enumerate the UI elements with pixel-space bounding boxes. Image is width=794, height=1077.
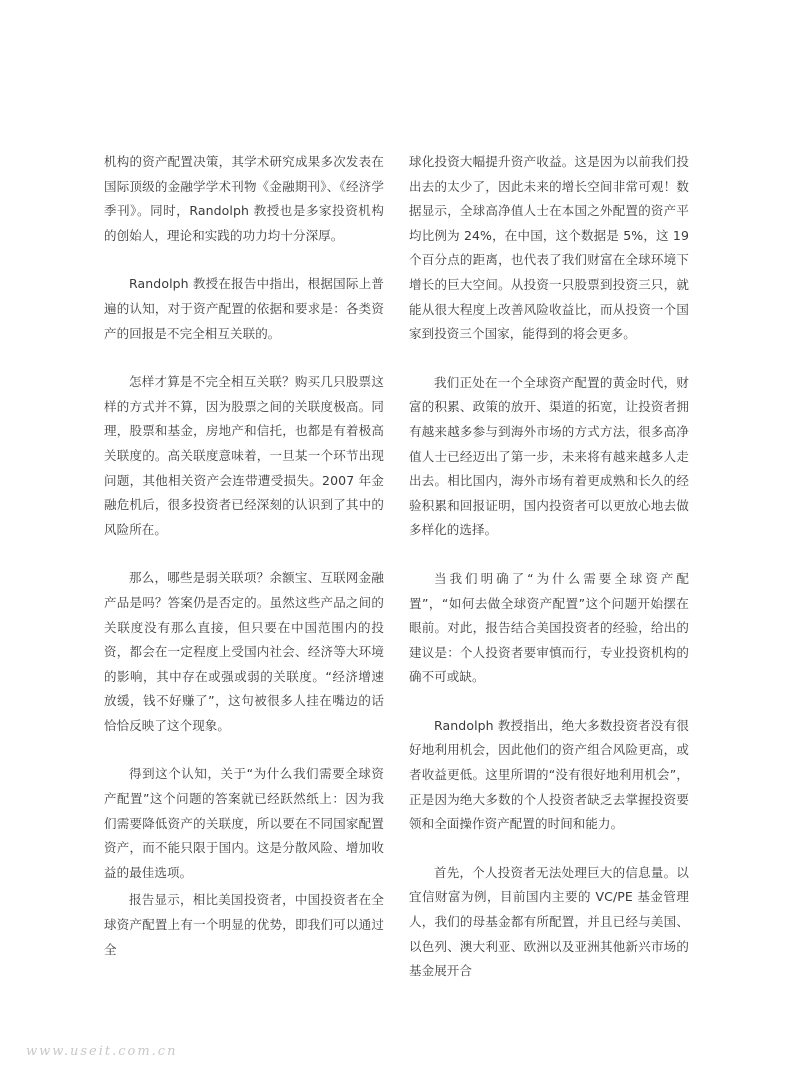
- left-column: [104, 150, 384, 962]
- right-column: [409, 150, 689, 984]
- paragraph: 那么，哪些是弱关联项？余额宝、互联网金融产品是吗？答案仍是否定的。虽然这些产品之间的关联度没有那么直接，但只要在中国范围内的投资，都会在一定程度上受国内社会、经济等大环境的影响，其中存在或强或弱的关联度。“经济增速放缓，钱不好赚了”，这句被很多人挂在嘴边的话恰恰反映了这个现象。: [104, 570, 384, 733]
- paragraph: 我们正处在一个全球资产配置的黄金时代，财富的积累、政策的放开、渠道的拓宽，让投资者拥有越来越多参与到海外市场的方式方法，很多高净值人士已经迈出了第一步，未来将有越来越多人走出去。相比国内，海外市场有着更成熟和长久的经验积累和回报证明，国内投资者可以更放心地去做多样化的选择。: [409, 374, 689, 538]
- paragraph: 首先，个人投资者无法处理巨大的信息量。以宜信财富为例，目前国内主要的 VC/PE 基金管理人，我们的母基金都有所配置，并且已经与美国、以色列、澳大利亚、欧洲以及亚洲其他新兴市场的基金展开合: [409, 864, 689, 979]
- watermark-url: www.useit.com.cn: [26, 1044, 178, 1059]
- paragraph: 得到这个认知，关于“为什么我们需要全球资产配置”这个问题的答案就已经跃然纸上：因为我们需要降低资产的关联度，所以要在不同国家配置资产，而不能只限于国内。这是分散风险、增加收益的最佳选项。: [104, 766, 384, 880]
- paragraph: 怎样才算是不完全相互关联？购买几只股票这样的方式并不算，因为股票之间的关联度极高。同理，股票和基金，房地产和信托，也都是有着极高关联度的。高关联度意味着，一旦某一个环节出现问题，其他相关资产会连带遭受损失。2007 年金融危机后，很多投资者已经深刻的认识到了其中的风险所在。: [104, 374, 384, 537]
- paragraph: Randolph 教授指出，绝大多数投资者没有很好地利用机会，因此他们的资产组合风险更高，或者收益更低。这里所谓的“没有很好地利用机会”，正是因为绝大多数的个人投资者缺乏去掌握投资要领和全面操作资产配置的时间和能力。: [409, 717, 689, 832]
- paragraph: Randolph 教授在报告中指出，根据国际上普遍的认知，对于资产配置的依据和要求是：各类资产的回报是不完全相互关联的。: [104, 276, 384, 341]
- paragraph: 当我们明确了“为什么需要全球资产配置”，“如何去做全球资产配置”这个问题开始摆在眼前。对此，报告结合美国投资者的经验，给出的建议是：个人投资者要审慎而行，专业投资机构的确不可或缺。: [409, 570, 689, 685]
- paragraph: 球化投资大幅提升资产收益。这是因为以前我们投出去的太少了，因此未来的增长空间非常可观！数据显示，全球高净值人士在本国之外配置的资产平均比例为 24%，在中国，这个数据是 5%，这 19 个百分点的距离，也代表了我们财富在全球环境下增长的巨大空间。从投资一只股票到投资三只，就能从很大程度上改善风险收益比，而从投资一个国家到投资三个国家，能得到的将会更多。: [409, 154, 689, 342]
- paragraph: 报告显示，相比美国投资者，中国投资者在全球资产配置上有一个明显的优势，即我们可以通过全: [104, 892, 384, 957]
- paragraph: 机构的资产配置决策，其学术研究成果多次发表在国际顶级的金融学学术刊物《金融期刊》、《经济学季刊》。同时，Randolph 教授也是多家投资机构的创始人，理论和实践的功力均十分深厚。: [104, 154, 384, 243]
